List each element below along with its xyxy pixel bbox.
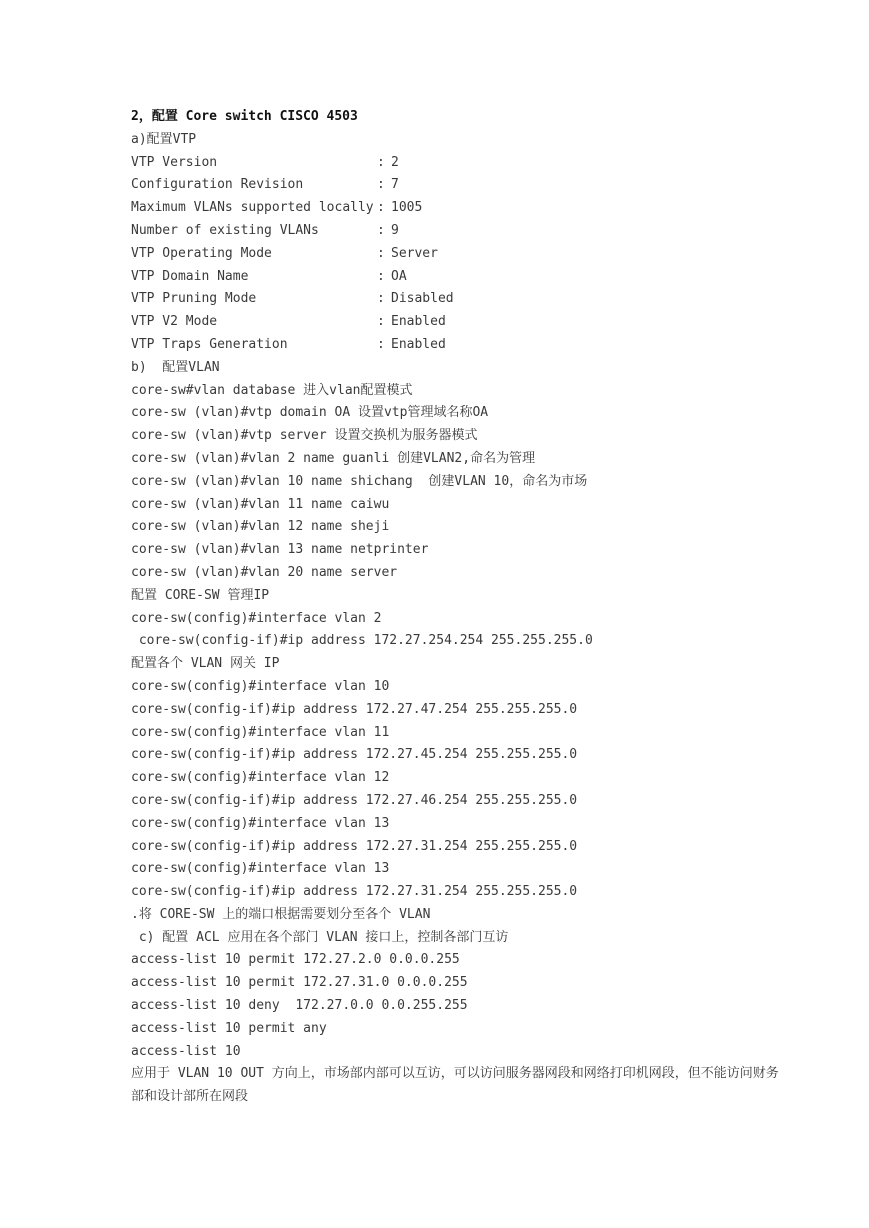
vtp-value: 9 xyxy=(391,222,399,238)
vtp-row xyxy=(131,243,791,266)
document-page xyxy=(131,106,791,1109)
vtp-value: 1005 xyxy=(391,200,423,216)
vtp-separator: : xyxy=(377,200,393,216)
acl-line: access-list 10 permit 172.27.31.0 0.0.0.255 xyxy=(131,975,468,991)
vtp-key: Configuration Revision xyxy=(131,177,304,193)
vtp-key: VTP Pruning Mode xyxy=(131,291,257,307)
vtp-row xyxy=(131,197,791,220)
ports-note: .将 CORE-SW 上的端口根据需要划分至各个 VLAN xyxy=(131,906,431,922)
vtp-key: VTP Operating Mode xyxy=(131,245,272,261)
vtp-heading: a)配置VTP xyxy=(131,131,197,147)
vtp-key: Maximum VLANs supported locally xyxy=(131,200,374,216)
acl-line: access-list 10 permit any xyxy=(131,1020,327,1036)
vtp-key: VTP V2 Mode xyxy=(131,314,218,330)
command-line: core-sw (vlan)#vlan 10 name shichang 创建VLAN 10，命名为市场 xyxy=(131,473,588,489)
mgmt-heading: 配置 CORE-SW 管理IP xyxy=(131,587,270,603)
command-line: core-sw(config)#interface vlan 2 xyxy=(131,610,382,626)
vtp-row xyxy=(131,288,791,311)
command-line: core-sw(config-if)#ip address 172.27.31.254 255.255.255.0 xyxy=(131,884,578,900)
vtp-row xyxy=(131,311,791,334)
vtp-row xyxy=(131,152,791,175)
command-line: core-sw (vlan)#vtp domain OA 设置vtp管理域名称OA xyxy=(131,405,489,421)
vtp-key: VTP Traps Generation xyxy=(131,336,288,352)
section-title: 2，配置 Core switch CISCO 4503 xyxy=(131,109,358,124)
command-line: core-sw(config-if)#ip address 172.27.45.254 255.255.255.0 xyxy=(131,747,578,763)
vtp-key: VTP Version xyxy=(131,154,218,170)
vtp-separator: : xyxy=(377,154,393,170)
vlan-heading: b) 配置VLAN xyxy=(131,359,220,375)
vtp-value: 2 xyxy=(391,154,399,170)
gateway-heading: 配置各个 VLAN 网关 IP xyxy=(131,656,280,672)
vtp-separator: : xyxy=(377,314,393,330)
vtp-value: 7 xyxy=(391,177,399,193)
command-line: core-sw(config)#interface vlan 11 xyxy=(131,724,390,740)
vtp-value: Server xyxy=(391,245,438,261)
vtp-value: OA xyxy=(391,268,407,284)
vtp-value: Enabled xyxy=(391,314,446,330)
vtp-separator: : xyxy=(377,222,393,238)
acl-line: access-list 10 xyxy=(131,1043,241,1059)
command-line: core-sw(config-if)#ip address 172.27.47.254 255.255.255.0 xyxy=(131,701,578,717)
command-line: core-sw(config-if)#ip address 172.27.31.254 255.255.255.0 xyxy=(131,838,578,854)
vtp-row xyxy=(131,266,791,289)
command-line: core-sw(config-if)#ip address 172.27.46.254 255.255.255.0 xyxy=(131,792,578,808)
command-line: core-sw(config)#interface vlan 10 xyxy=(131,678,390,694)
vtp-separator: : xyxy=(377,291,393,307)
acl-line: access-list 10 permit 172.27.2.0 0.0.0.255 xyxy=(131,952,460,968)
vtp-separator: : xyxy=(377,245,393,261)
command-line: core-sw (vlan)#vlan 12 name sheji xyxy=(131,519,390,535)
acl-line: access-list 10 deny 172.27.0.0 0.0.255.255 xyxy=(131,998,468,1014)
command-line: core-sw (vlan)#vlan 20 name server xyxy=(131,564,398,580)
command-line: core-sw(config)#interface vlan 13 xyxy=(131,861,390,877)
command-line: core-sw#vlan database 进入vlan配置模式 xyxy=(131,382,413,398)
vtp-row xyxy=(131,334,791,357)
vtp-value: Enabled xyxy=(391,336,446,352)
command-line: core-sw (vlan)#vtp server 设置交换机为服务器模式 xyxy=(131,428,478,444)
command-line: core-sw(config)#interface vlan 13 xyxy=(131,815,390,831)
command-line: core-sw (vlan)#vlan 2 name guanli 创建VLAN2,命名为管理 xyxy=(131,450,536,466)
vtp-separator: : xyxy=(377,177,393,193)
vtp-row xyxy=(131,220,791,243)
command-line: core-sw(config-if)#ip address 172.27.254.254 255.255.255.0 xyxy=(131,633,593,649)
vtp-value: Disabled xyxy=(391,291,454,307)
command-line: core-sw (vlan)#vlan 13 name netprinter xyxy=(131,542,429,558)
vtp-key: Number of existing VLANs xyxy=(131,222,319,238)
vtp-row xyxy=(131,174,791,197)
vtp-status-table xyxy=(131,152,791,357)
vtp-separator: : xyxy=(377,268,393,284)
vtp-key: VTP Domain Name xyxy=(131,268,249,284)
command-line: core-sw (vlan)#vlan 11 name caiwu xyxy=(131,496,390,512)
vtp-separator: : xyxy=(377,336,393,352)
acl-heading: c) 配置 ACL 应用在各个部门 VLAN 接口上，控制各部门互访 xyxy=(131,929,509,945)
command-line: core-sw(config)#interface vlan 12 xyxy=(131,770,390,786)
closing-paragraph: 应用于 VLAN 10 OUT 方向上，市场部内部可以互访，可以访问服务器网段和网络打印机网段，但不能访问财务部和设计部所在网段 xyxy=(131,1066,779,1105)
